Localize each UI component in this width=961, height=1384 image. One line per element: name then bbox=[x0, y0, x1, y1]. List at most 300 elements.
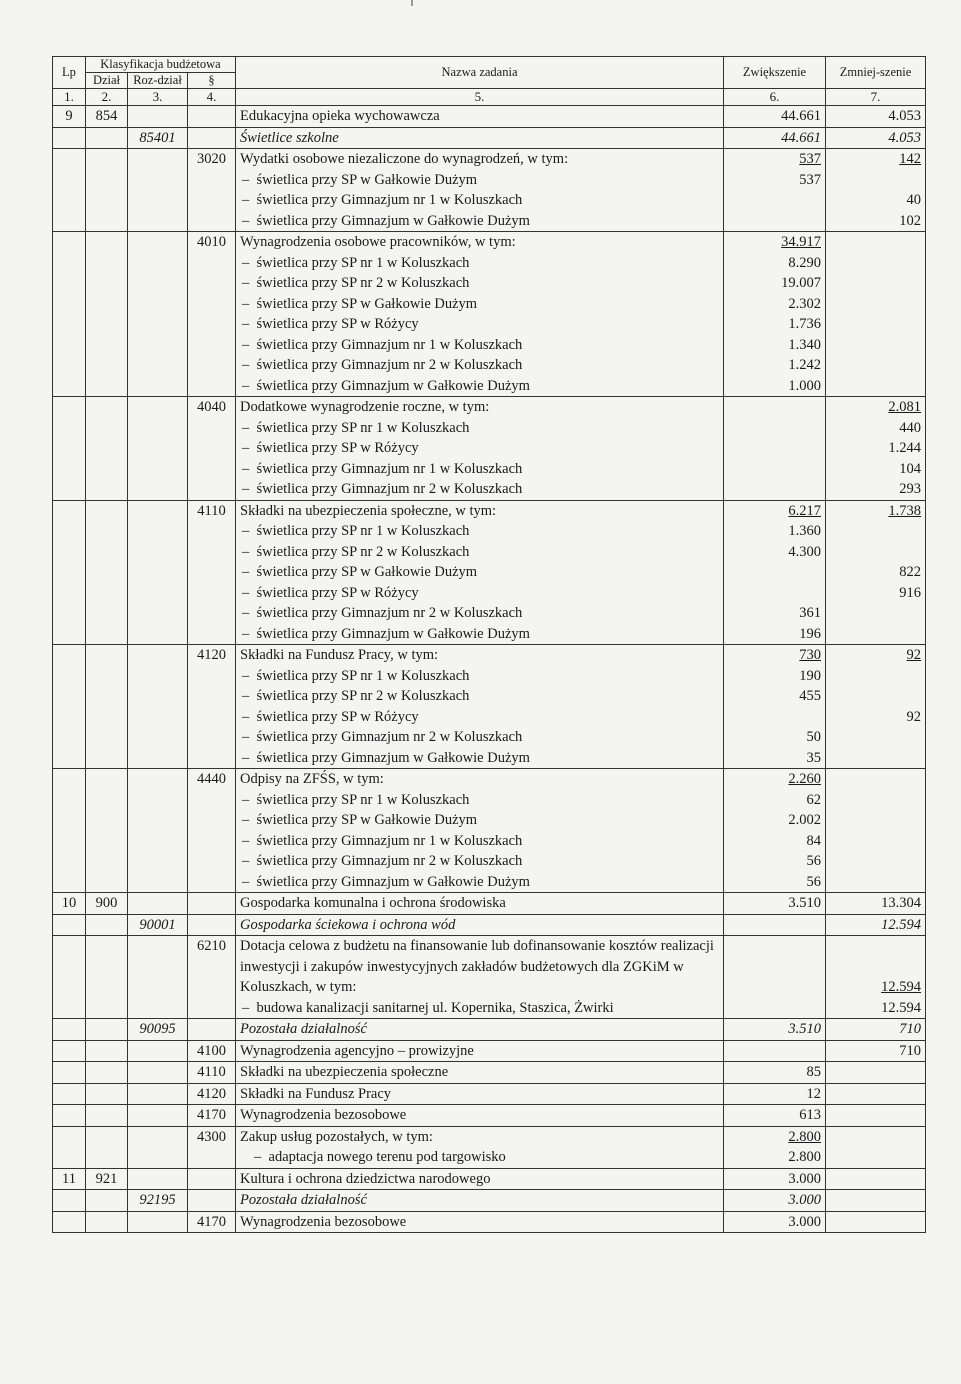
line-zmniejszenie bbox=[830, 831, 921, 852]
paragraf-description bbox=[236, 645, 724, 769]
paragraf-row bbox=[53, 397, 926, 501]
zmniejszenie-cell bbox=[826, 1126, 926, 1168]
rozdzial-zmniejszenie: 4.053 bbox=[826, 127, 926, 149]
empty-cell bbox=[86, 149, 128, 232]
paragraf-row bbox=[53, 232, 926, 397]
empty-cell bbox=[53, 232, 86, 397]
paragraf-zwiekszenie: 2.260 bbox=[788, 771, 822, 787]
header-paragraf: § bbox=[188, 73, 236, 89]
paragraf-row bbox=[53, 149, 926, 232]
empty-cell bbox=[53, 149, 86, 232]
line-item: – świetlica przy SP nr 1 w Koluszkach bbox=[240, 521, 719, 542]
line-zmniejszenie bbox=[830, 355, 921, 376]
line-zmniejszenie bbox=[830, 748, 921, 769]
zmniejszenie-cell bbox=[826, 1105, 926, 1127]
empty-cell bbox=[86, 127, 128, 149]
paragraf-zmniejszenie: 92 bbox=[906, 647, 922, 663]
empty-cell bbox=[53, 1083, 86, 1105]
empty-cell bbox=[128, 149, 188, 232]
line-item: – świetlica przy Gimnazjum nr 2 w Koluszkach bbox=[240, 727, 719, 748]
paragraf-row bbox=[53, 1126, 926, 1168]
line-zmniejszenie: 440 bbox=[899, 419, 922, 436]
paragraf-description bbox=[236, 232, 724, 397]
empty-cell bbox=[86, 936, 128, 1019]
empty-cell bbox=[53, 645, 86, 769]
line-zwiekszenie: 35 bbox=[806, 749, 822, 766]
line-zmniejszenie bbox=[830, 542, 921, 563]
line-zmniejszenie bbox=[830, 851, 921, 872]
empty-cell bbox=[128, 769, 188, 893]
paragraf-zwiekszenie: 85 bbox=[806, 1064, 822, 1080]
empty-cell bbox=[53, 1105, 86, 1127]
empty-cell bbox=[53, 127, 86, 149]
paragraf-row bbox=[53, 1083, 926, 1105]
zmniejszenie-cell bbox=[826, 1211, 926, 1233]
line-zwiekszenie bbox=[728, 998, 821, 1019]
paragraf-code: 4170 bbox=[188, 1105, 236, 1127]
dzial-cell: 900 bbox=[86, 893, 128, 915]
line-item: – świetlica przy Gimnazjum nr 2 w Koluszkach bbox=[240, 355, 719, 376]
section-zwiekszenie: 3.000 bbox=[724, 1168, 826, 1190]
line-zwiekszenie: 1.736 bbox=[788, 316, 822, 332]
zmniejszenie-cell bbox=[826, 397, 926, 501]
line-item: – świetlica przy Gimnazjum w Gałkowie Dużym bbox=[240, 624, 719, 645]
paragraf-zmniejszenie: 142 bbox=[899, 151, 922, 167]
paragraf-code: 6210 bbox=[188, 936, 236, 1019]
paragraf-code: 4440 bbox=[188, 769, 236, 893]
paragraf-description bbox=[236, 1105, 724, 1127]
line-zwiekszenie bbox=[728, 479, 821, 500]
line-zwiekszenie: 190 bbox=[799, 667, 822, 684]
header-klasyfikacja: Klasyfikacja budżetowa bbox=[86, 57, 236, 73]
zwiekszenie-cell bbox=[724, 1083, 826, 1105]
empty-cell bbox=[188, 1019, 236, 1041]
paragraf-zwiekszenie: 613 bbox=[799, 1107, 822, 1123]
paragraf-title: Odpisy na ZFŚS, w tym: bbox=[240, 771, 384, 787]
paragraf-title: Składki na ubezpieczenia społeczne bbox=[240, 1064, 449, 1080]
line-zmniejszenie: 104 bbox=[899, 460, 922, 477]
empty-cell bbox=[53, 936, 86, 1019]
zmniejszenie-cell bbox=[826, 769, 926, 893]
zmniejszenie-cell bbox=[826, 1040, 926, 1062]
empty-cell bbox=[86, 914, 128, 936]
empty-cell bbox=[128, 1040, 188, 1062]
section-zwiekszenie: 44.661 bbox=[724, 106, 826, 128]
line-zwiekszenie: 2.002 bbox=[788, 812, 822, 828]
zwiekszenie-cell bbox=[724, 1105, 826, 1127]
paragraf-description bbox=[236, 1211, 724, 1233]
empty-cell bbox=[128, 936, 188, 1019]
rozdzial-row bbox=[53, 127, 926, 149]
header-lp: Lp bbox=[53, 57, 86, 89]
zwiekszenie-cell bbox=[724, 500, 826, 645]
line-zmniejszenie bbox=[830, 727, 921, 748]
line-zwiekszenie: 2.302 bbox=[788, 295, 822, 312]
line-zwiekszenie bbox=[728, 211, 821, 232]
paragraf-title: Wynagrodzenia agencyjno – prowizyjne bbox=[240, 1042, 474, 1059]
line-item: – świetlica przy SP nr 1 w Koluszkach bbox=[240, 666, 719, 687]
paragraf-row bbox=[53, 1040, 926, 1062]
empty-cell bbox=[188, 1190, 236, 1212]
paragraf-code: 4120 bbox=[188, 645, 236, 769]
rozdzial-name: Pozostała działalność bbox=[236, 1190, 724, 1212]
empty-cell bbox=[128, 500, 188, 645]
line-zwiekszenie bbox=[728, 459, 821, 480]
empty-cell bbox=[86, 1019, 128, 1041]
col-number: 7. bbox=[826, 89, 926, 106]
paragraf-zwiekszenie bbox=[728, 397, 821, 418]
rozdzial-code: 90001 bbox=[128, 914, 188, 936]
section-zwiekszenie: 3.510 bbox=[724, 893, 826, 915]
line-zmniejszenie: 92 bbox=[906, 708, 922, 725]
section-row bbox=[53, 106, 926, 128]
empty-cell bbox=[53, 1040, 86, 1062]
section-zmniejszenie: 4.053 bbox=[826, 106, 926, 128]
paragraf-description bbox=[236, 397, 724, 501]
line-zmniejszenie: 1.244 bbox=[888, 440, 922, 456]
budget-table bbox=[52, 56, 926, 1233]
line-item: – świetlica przy SP w Różycy bbox=[240, 314, 719, 335]
rozdzial-row bbox=[53, 1019, 926, 1041]
paragraf-zmniejszenie bbox=[830, 1062, 921, 1083]
paragraf-title: Dotacja celowa z budżetu na finansowanie lub dofinansowanie kosztów realizacji inwestycji i zakupów inwestycyjnych zakładów budżetowych dla ZGKiM w Koluszkach, w tym: bbox=[240, 938, 714, 995]
line-item: – świetlica przy Gimnazjum nr 2 w Koluszkach bbox=[240, 603, 719, 624]
line-item: – świetlica przy Gimnazjum w Gałkowie Dużym bbox=[240, 748, 719, 769]
paragraf-zmniejszenie bbox=[830, 1105, 921, 1126]
zwiekszenie-cell bbox=[724, 149, 826, 232]
paragraf-code: 4120 bbox=[188, 1083, 236, 1105]
paragraf-description bbox=[236, 1040, 724, 1062]
empty-cell bbox=[53, 1019, 86, 1041]
empty-cell bbox=[86, 397, 128, 501]
line-zwiekszenie: 455 bbox=[799, 688, 822, 704]
zmniejszenie-cell bbox=[826, 645, 926, 769]
paragraf-title: Składki na ubezpieczenia społeczne, w tym: bbox=[240, 502, 497, 519]
line-zmniejszenie bbox=[830, 273, 921, 294]
dzial-cell: 854 bbox=[86, 106, 128, 128]
paragraf-zmniejszenie: 1.738 bbox=[888, 502, 922, 519]
zmniejszenie-cell bbox=[826, 500, 926, 645]
paragraf-code: 4040 bbox=[188, 397, 236, 501]
line-item: – świetlica przy SP w Różycy bbox=[240, 583, 719, 604]
line-item: – świetlica przy SP nr 1 w Koluszkach bbox=[240, 253, 719, 274]
paragraf-row bbox=[53, 936, 926, 1019]
line-item: – budowa kanalizacji sanitarnej ul. Kopernika, Staszica, Żwirki bbox=[240, 998, 719, 1019]
line-zmniejszenie bbox=[830, 335, 921, 356]
rozdzial-zwiekszenie: 44.661 bbox=[724, 127, 826, 149]
line-item: – świetlica przy SP w Gałkowie Dużym bbox=[240, 170, 719, 191]
paragraf-code: 4100 bbox=[188, 1040, 236, 1062]
section-zmniejszenie: 13.304 bbox=[826, 893, 926, 915]
line-item: – świetlica przy SP w Gałkowie Dużym bbox=[240, 810, 719, 831]
dzial-cell: 921 bbox=[86, 1168, 128, 1190]
empty-cell bbox=[86, 1105, 128, 1127]
line-item: – świetlica przy Gimnazjum nr 1 w Koluszkach bbox=[240, 190, 719, 211]
line-zwiekszenie: 1.340 bbox=[788, 336, 822, 353]
zmniejszenie-cell bbox=[826, 149, 926, 232]
paragraf-row bbox=[53, 1211, 926, 1233]
paragraf-title: Zakup usług pozostałych, w tym: bbox=[240, 1128, 433, 1145]
line-zmniejszenie: 102 bbox=[899, 212, 922, 229]
empty-cell bbox=[86, 1126, 128, 1168]
line-item: – świetlica przy Gimnazjum nr 2 w Koluszkach bbox=[240, 479, 719, 500]
line-zwiekszenie: 19.007 bbox=[781, 275, 822, 291]
paragraf-description bbox=[236, 769, 724, 893]
lp-cell: 9 bbox=[53, 106, 86, 128]
empty-cell bbox=[86, 1040, 128, 1062]
header-zwiekszenie: Zwiększenie bbox=[724, 57, 826, 89]
paragraf-zwiekszenie: 34.917 bbox=[781, 234, 822, 250]
paragraf-description bbox=[236, 936, 724, 1019]
zwiekszenie-cell bbox=[724, 1040, 826, 1062]
paragraf-zmniejszenie: 710 bbox=[899, 1042, 922, 1059]
zmniejszenie-cell bbox=[826, 936, 926, 1019]
paragraf-zwiekszenie: 537 bbox=[799, 151, 822, 167]
line-zmniejszenie: 40 bbox=[906, 192, 922, 208]
line-zmniejszenie bbox=[830, 624, 921, 645]
empty-cell bbox=[128, 232, 188, 397]
line-zwiekszenie: 62 bbox=[806, 791, 822, 808]
empty-cell bbox=[188, 893, 236, 915]
line-zwiekszenie bbox=[728, 583, 821, 604]
empty-cell bbox=[53, 1211, 86, 1233]
spacer bbox=[830, 936, 921, 977]
paragraf-code: 4110 bbox=[188, 1062, 236, 1084]
empty-cell bbox=[86, 1211, 128, 1233]
empty-cell bbox=[86, 1083, 128, 1105]
line-zwiekszenie: 4.300 bbox=[788, 543, 822, 560]
line-zmniejszenie bbox=[830, 521, 921, 542]
empty-cell bbox=[128, 1083, 188, 1105]
line-zmniejszenie bbox=[830, 666, 921, 687]
col-number: 2. bbox=[86, 89, 128, 106]
zmniejszenie-cell bbox=[826, 232, 926, 397]
col-number: 5. bbox=[236, 89, 724, 106]
header-nazwa: Nazwa zadania bbox=[236, 57, 724, 89]
line-zmniejszenie bbox=[830, 170, 921, 191]
paragraf-title: Wynagrodzenia osobowe pracowników, w tym: bbox=[240, 234, 516, 250]
line-zwiekszenie: 537 bbox=[799, 171, 822, 188]
rozdzial-zmniejszenie: 710 bbox=[826, 1019, 926, 1041]
empty-cell bbox=[128, 1168, 188, 1190]
line-zmniejszenie bbox=[830, 790, 921, 811]
empty-cell bbox=[188, 106, 236, 128]
empty-cell bbox=[86, 500, 128, 645]
paragraf-title: Wynagrodzenia bezosobowe bbox=[240, 1107, 407, 1123]
paragraf-row bbox=[53, 1105, 926, 1127]
line-zwiekszenie: 1.360 bbox=[788, 523, 822, 539]
rozdzial-zwiekszenie: 3.000 bbox=[724, 1190, 826, 1212]
rozdzial-name: Gospodarka ściekowa i ochrona wód bbox=[236, 914, 724, 936]
line-item: – świetlica przy SP w Gałkowie Dużym bbox=[240, 294, 719, 315]
zwiekszenie-cell bbox=[724, 645, 826, 769]
paragraf-zwiekszenie: 730 bbox=[799, 647, 822, 663]
empty-cell bbox=[128, 645, 188, 769]
line-zwiekszenie: 361 bbox=[799, 605, 822, 621]
paragraf-zwiekszenie: 6.217 bbox=[788, 502, 822, 519]
line-zwiekszenie: 8.290 bbox=[788, 254, 822, 271]
col-number: 4. bbox=[188, 89, 236, 106]
line-zwiekszenie: 1.242 bbox=[788, 357, 822, 373]
paragraf-description bbox=[236, 1062, 724, 1084]
paragraf-title: Wynagrodzenia bezosobowe bbox=[240, 1213, 407, 1230]
empty-cell bbox=[53, 769, 86, 893]
paragraf-zwiekszenie bbox=[728, 977, 821, 998]
line-zwiekszenie bbox=[728, 707, 821, 728]
paragraf-zmniejszenie bbox=[830, 769, 921, 790]
line-zwiekszenie bbox=[728, 562, 821, 583]
section-name: Gospodarka komunalna i ochrona środowiska bbox=[236, 893, 724, 915]
section-name: Edukacyjna opieka wychowawcza bbox=[236, 106, 724, 128]
paragraf-title: Składki na Fundusz Pracy, w tym: bbox=[240, 647, 439, 663]
rozdzial-code: 85401 bbox=[128, 127, 188, 149]
line-zwiekszenie: 84 bbox=[806, 832, 822, 849]
line-zmniejszenie bbox=[830, 686, 921, 707]
empty-cell bbox=[86, 1062, 128, 1084]
paragraf-zmniejszenie: 12.594 bbox=[881, 979, 922, 995]
line-zmniejszenie bbox=[830, 314, 921, 335]
empty-cell bbox=[128, 1062, 188, 1084]
zmniejszenie-cell bbox=[826, 1062, 926, 1084]
empty-cell bbox=[53, 397, 86, 501]
line-zwiekszenie: 50 bbox=[806, 729, 822, 745]
line-item: – świetlica przy SP nr 2 w Koluszkach bbox=[240, 273, 719, 294]
rozdzial-zmniejszenie: 12.594 bbox=[826, 914, 926, 936]
header-dzial: Dział bbox=[86, 73, 128, 89]
empty-cell bbox=[53, 500, 86, 645]
empty-cell bbox=[188, 914, 236, 936]
paragraf-description bbox=[236, 500, 724, 645]
line-item: – świetlica przy SP nr 1 w Koluszkach bbox=[240, 418, 719, 439]
paragraf-code: 4300 bbox=[188, 1126, 236, 1168]
rozdzial-row bbox=[53, 1190, 926, 1212]
col-number: 3. bbox=[128, 89, 188, 106]
paragraf-zwiekszenie bbox=[728, 1041, 821, 1062]
empty-cell bbox=[86, 1190, 128, 1212]
empty-cell bbox=[128, 1126, 188, 1168]
section-name: Kultura i ochrona dziedzictwa narodowego bbox=[236, 1168, 724, 1190]
line-item: – świetlica przy SP nr 1 w Koluszkach bbox=[240, 790, 719, 811]
line-item: – świetlica przy SP w Różycy bbox=[240, 438, 719, 459]
paragraf-code: 4010 bbox=[188, 232, 236, 397]
table-header bbox=[53, 57, 926, 106]
rozdzial-name: Świetlice szkolne bbox=[236, 127, 724, 149]
paragraf-code: 3020 bbox=[188, 149, 236, 232]
line-zmniejszenie: 822 bbox=[899, 564, 922, 580]
line-zwiekszenie bbox=[728, 438, 821, 459]
col-number: 6. bbox=[724, 89, 826, 106]
paragraf-code: 4170 bbox=[188, 1211, 236, 1233]
line-item: – świetlica przy SP w Różycy bbox=[240, 707, 719, 728]
rozdzial-row bbox=[53, 914, 926, 936]
empty-cell bbox=[188, 127, 236, 149]
zwiekszenie-cell bbox=[724, 936, 826, 1019]
line-item: – świetlica przy SP w Gałkowie Dużym bbox=[240, 562, 719, 583]
rozdzial-zwiekszenie: 3.510 bbox=[724, 1019, 826, 1041]
empty-cell bbox=[53, 914, 86, 936]
section-row bbox=[53, 1168, 926, 1190]
line-zmniejszenie bbox=[830, 872, 921, 893]
rozdzial-code: 90095 bbox=[128, 1019, 188, 1041]
empty-cell bbox=[128, 1211, 188, 1233]
zwiekszenie-cell bbox=[724, 397, 826, 501]
table-body bbox=[53, 106, 926, 1233]
paragraf-zmniejszenie bbox=[830, 232, 921, 253]
col-number: 1. bbox=[53, 89, 86, 106]
section-zmniejszenie bbox=[826, 1168, 926, 1190]
line-zwiekszenie bbox=[728, 190, 821, 211]
paragraf-description bbox=[236, 1126, 724, 1168]
line-item: – świetlica przy Gimnazjum nr 1 w Koluszkach bbox=[240, 335, 719, 356]
paragraf-title: Składki na Fundusz Pracy bbox=[240, 1085, 392, 1102]
empty-cell bbox=[128, 397, 188, 501]
scan-mark bbox=[411, 0, 413, 6]
paragraf-zmniejszenie bbox=[830, 1212, 921, 1233]
section-row bbox=[53, 893, 926, 915]
line-zwiekszenie: 56 bbox=[806, 853, 822, 869]
column-numbers-row bbox=[53, 89, 926, 106]
header-zmniejszenie: Zmniej-szenie bbox=[826, 57, 926, 89]
line-zmniejszenie bbox=[830, 603, 921, 624]
line-zmniejszenie bbox=[830, 253, 921, 274]
empty-cell bbox=[86, 645, 128, 769]
paragraf-title: Dodatkowe wynagrodzenie roczne, w tym: bbox=[240, 399, 490, 415]
line-zmniejszenie bbox=[830, 376, 921, 397]
line-item: – świetlica przy SP nr 2 w Koluszkach bbox=[240, 542, 719, 563]
empty-cell bbox=[86, 769, 128, 893]
zwiekszenie-cell bbox=[724, 232, 826, 397]
zwiekszenie-cell bbox=[724, 1211, 826, 1233]
line-zmniejszenie: 293 bbox=[899, 481, 922, 497]
paragraf-zwiekszenie: 3.000 bbox=[788, 1213, 822, 1230]
paragraf-zmniejszenie bbox=[830, 1127, 921, 1148]
zmniejszenie-cell bbox=[826, 1083, 926, 1105]
line-zwiekszenie: 56 bbox=[806, 873, 822, 890]
line-item: – świetlica przy Gimnazjum w Gałkowie Dużym bbox=[240, 376, 719, 397]
empty-cell bbox=[128, 893, 188, 915]
empty-cell bbox=[86, 232, 128, 397]
paragraf-code: 4110 bbox=[188, 500, 236, 645]
paragraf-zmniejszenie bbox=[830, 1084, 921, 1105]
empty-cell bbox=[128, 1105, 188, 1127]
empty-cell bbox=[53, 1126, 86, 1168]
empty-cell bbox=[53, 1190, 86, 1212]
paragraf-description bbox=[236, 149, 724, 232]
rozdzial-code: 92195 bbox=[128, 1190, 188, 1212]
empty-cell bbox=[188, 1168, 236, 1190]
paragraf-zwiekszenie: 2.800 bbox=[788, 1128, 822, 1145]
lp-cell: 10 bbox=[53, 893, 86, 915]
paragraf-zmniejszenie: 2.081 bbox=[888, 399, 922, 415]
line-item: – świetlica przy Gimnazjum w Gałkowie Dużym bbox=[240, 872, 719, 893]
zwiekszenie-cell bbox=[724, 1126, 826, 1168]
header-rozdzial: Roz-dział bbox=[128, 73, 188, 89]
line-item: – adaptacja nowego terenu pod targowisko bbox=[240, 1147, 719, 1168]
line-zmniejszenie bbox=[830, 810, 921, 831]
rozdzial-name: Pozostała działalność bbox=[236, 1019, 724, 1041]
lp-cell: 11 bbox=[53, 1168, 86, 1190]
line-zwiekszenie: 2.800 bbox=[788, 1149, 822, 1165]
paragraf-description bbox=[236, 1083, 724, 1105]
line-item: – świetlica przy Gimnazjum nr 2 w Koluszkach bbox=[240, 851, 719, 872]
rozdzial-zwiekszenie bbox=[724, 914, 826, 936]
line-zmniejszenie: 916 bbox=[899, 584, 922, 601]
zwiekszenie-cell bbox=[724, 769, 826, 893]
line-zmniejszenie: 12.594 bbox=[881, 999, 922, 1016]
line-item: – świetlica przy SP nr 2 w Koluszkach bbox=[240, 686, 719, 707]
line-zmniejszenie bbox=[830, 294, 921, 315]
line-item: – świetlica przy Gimnazjum w Gałkowie Dużym bbox=[240, 211, 719, 232]
